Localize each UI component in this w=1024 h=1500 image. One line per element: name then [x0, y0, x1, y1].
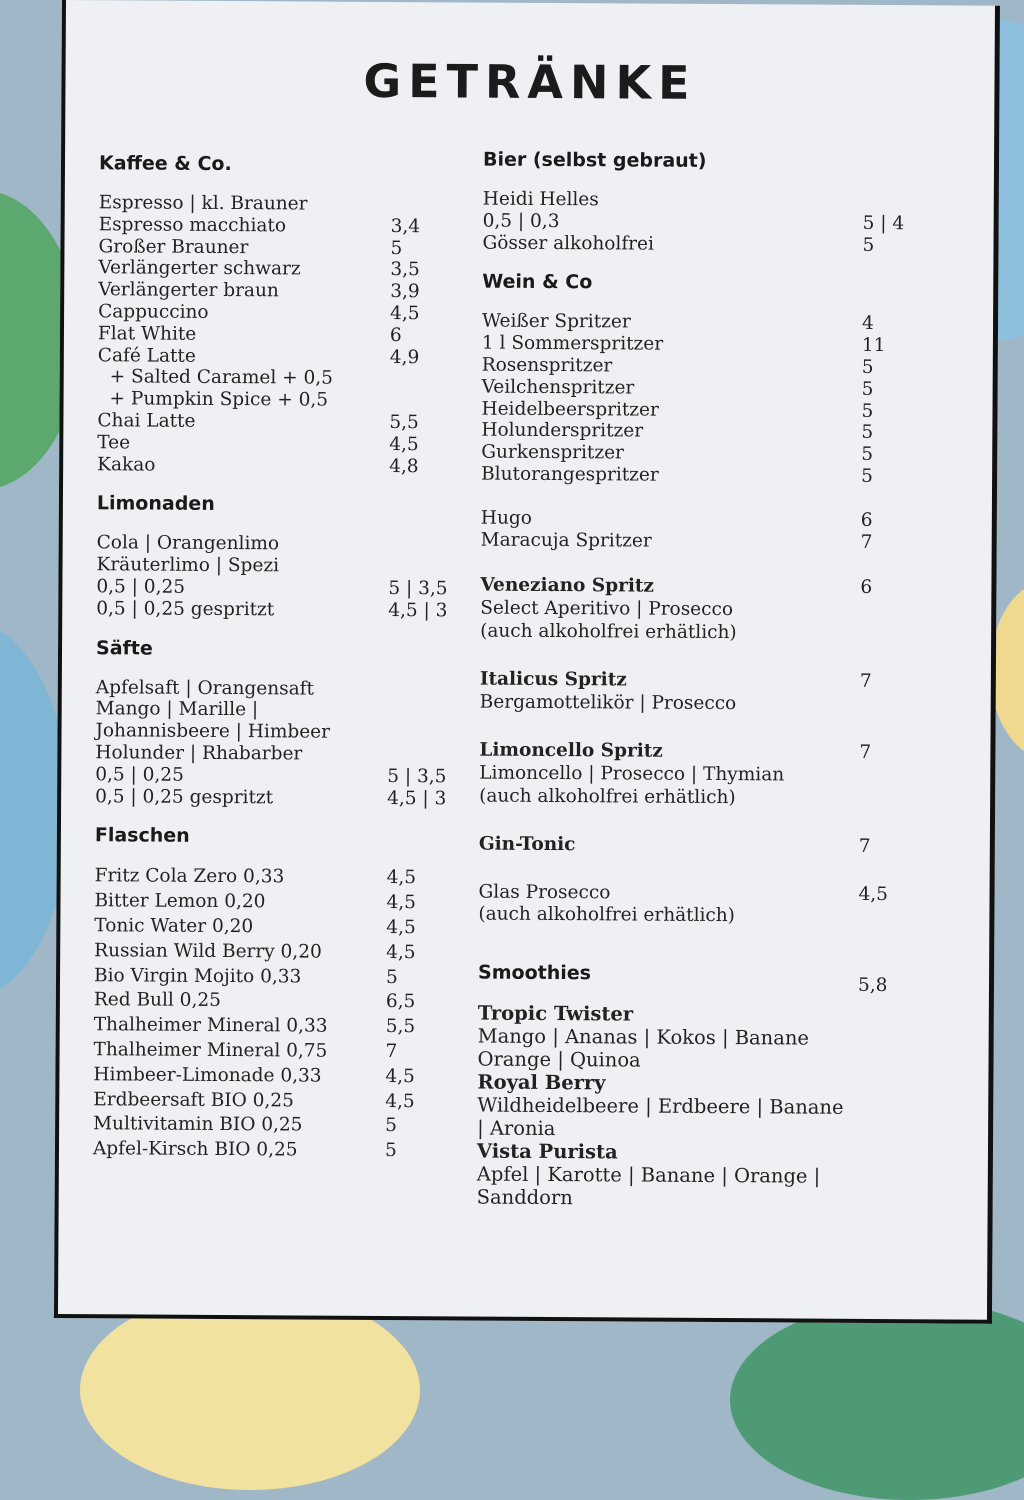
- item-name: Rosenspritzer: [482, 355, 862, 379]
- item-price: 6,5: [386, 990, 444, 1015]
- item-price: 7: [859, 742, 899, 764]
- item-name: Bio Virgin Mojito 0,33: [94, 964, 386, 991]
- menu-item: [93, 1113, 443, 1140]
- item-description: Select Aperitivo | Prosecco: [480, 597, 900, 623]
- item-name: Gurkenspritzer: [481, 442, 861, 466]
- menu-item: [96, 554, 446, 578]
- item-price: 5: [861, 444, 901, 466]
- item-description: Limoncello | Prosecco | Thymian: [479, 761, 899, 787]
- menu-item: [482, 232, 902, 256]
- item-price: 4,5: [386, 891, 444, 916]
- item-description: Orange | Quinoa: [477, 1048, 897, 1074]
- smoothie-item: [477, 1071, 897, 1143]
- right-column: [477, 149, 904, 1229]
- item-price: 4,5: [390, 303, 448, 325]
- item-name: Holunder | Rhabarber: [95, 742, 387, 766]
- menu-item: [95, 865, 445, 892]
- item-name: Weißer Spritzer: [482, 311, 862, 335]
- menu-item: [483, 210, 903, 234]
- menu-item: [98, 279, 448, 303]
- special-item: [480, 575, 900, 645]
- item-name: Glas Prosecco: [478, 881, 858, 905]
- item-name: Veilchenspritzer: [482, 376, 862, 400]
- item-name: 0,5 | 0,25: [96, 576, 388, 600]
- item-name: Cola | Orangenlimo: [97, 533, 389, 557]
- item-price: 6: [861, 510, 901, 532]
- item-price: 5: [861, 466, 901, 488]
- menu-item: [96, 598, 446, 622]
- menu-item: [98, 367, 448, 391]
- menu-item: [94, 914, 444, 941]
- menu-item: [97, 533, 447, 557]
- prosecco-item: [478, 881, 898, 928]
- item-name: Apfel-Kirsch BIO 0,25: [93, 1137, 385, 1164]
- item-price: 7: [859, 836, 899, 858]
- item-name: Kräuterlimo | Spezi: [96, 554, 388, 578]
- item-name: Fritz Cola Zero 0,33: [95, 865, 387, 892]
- section-kaffee: [97, 152, 449, 477]
- section-smoothies: [477, 962, 899, 1212]
- menu-item: [98, 258, 448, 282]
- menu-item: [483, 189, 903, 213]
- item-price: 4,5: [387, 866, 445, 891]
- section-saefte: [95, 637, 446, 810]
- item-price: 5: [385, 1114, 443, 1139]
- menu-item: [98, 345, 448, 369]
- item-name: Großer Brauner: [98, 236, 390, 260]
- item-list: [482, 189, 902, 257]
- item-price: 4,5 | 3: [387, 788, 445, 810]
- item-price: 5,5: [389, 412, 447, 434]
- item-list: [95, 677, 446, 810]
- item-description: Sanddorn: [477, 1186, 897, 1212]
- item-description: Apfel | Karotte | Banane | Orange |: [477, 1163, 897, 1189]
- item-name: + Pumpkin Spice + 0,5: [97, 388, 389, 412]
- item-name: Multivitamin BIO 0,25: [93, 1113, 385, 1140]
- item-description: (auch alkoholfrei erhätlich): [479, 784, 899, 810]
- item-name: Chai Latte: [97, 410, 389, 434]
- item-price: 4,9: [390, 347, 448, 369]
- item-description: Wildheidelbeere | Erdbeere | Banane: [477, 1094, 897, 1120]
- item-price: 5 | 4: [863, 213, 903, 235]
- item-price: 4,8: [389, 456, 447, 478]
- item-name: Holunderspritzer: [481, 420, 861, 444]
- special-item: [480, 669, 900, 716]
- section-title: Bier (selbst gebraut): [483, 149, 903, 174]
- item-price: 5: [385, 1139, 443, 1164]
- smoothies-price: 5,8: [858, 975, 898, 996]
- menu-item: [482, 355, 902, 379]
- item-name: 1 l Sommerspritzer: [482, 333, 862, 357]
- item-price: 5,5: [386, 1015, 444, 1040]
- smoothie-item: [477, 1002, 897, 1074]
- menu-item: [97, 410, 447, 434]
- menu-item: [94, 939, 444, 966]
- item-price: 4,5: [389, 434, 447, 456]
- section-bier: [482, 149, 903, 257]
- item-name: 0,5 | 0,25 gespritzt: [96, 598, 388, 622]
- item-name: Flat White: [98, 323, 390, 347]
- menu-sheet: [54, 0, 1000, 1324]
- item-name: Limoncello Spritz: [479, 740, 859, 764]
- smoothie-list: [477, 1002, 898, 1212]
- section-title: Kaffee & Co.: [99, 152, 449, 176]
- section-limonaden: [96, 493, 447, 622]
- item-description: Bergamottelikör | Prosecco: [480, 691, 900, 717]
- menu-item: [94, 1038, 444, 1065]
- menu-item: [94, 964, 444, 991]
- item-name: Gin-Tonic: [479, 833, 859, 857]
- item-price: 5: [862, 234, 902, 256]
- item-price: 7: [386, 1040, 444, 1065]
- item-price: 3,9: [390, 281, 448, 303]
- item-price: 4,5: [386, 941, 444, 966]
- item-name: Espresso | kl. Brauner: [99, 192, 391, 216]
- menu-item: [481, 442, 901, 466]
- item-price: 7: [861, 531, 901, 553]
- item-price: 4,5 | 3: [388, 600, 446, 622]
- item-price: 5: [390, 238, 448, 260]
- item-price: 5: [862, 379, 902, 401]
- menu-item: [94, 1013, 444, 1040]
- item-name: Café Latte: [98, 345, 390, 369]
- section-title: Wein & Co: [482, 271, 902, 296]
- item-list: [481, 311, 902, 488]
- item-name: + Salted Caramel + 0,5: [98, 367, 390, 391]
- menu-item: [94, 989, 444, 1016]
- menu-item: [481, 507, 901, 531]
- item-name: Russian Wild Berry 0,20: [94, 939, 386, 966]
- item-price: 4,5: [858, 883, 898, 905]
- item-description: Mango | Ananas | Kokos | Banane: [478, 1025, 898, 1051]
- item-name: Hugo: [481, 507, 861, 531]
- specials-list: [479, 575, 901, 858]
- menu-item: [98, 323, 448, 347]
- item-name: Kakao: [97, 454, 389, 478]
- item-price: 5 | 3,5: [388, 578, 446, 600]
- item-price: 4: [862, 313, 902, 335]
- item-name: Bitter Lemon 0,20: [94, 889, 386, 916]
- menu-item: [94, 889, 444, 916]
- item-price: 4,5: [385, 1089, 443, 1114]
- menu-item: [96, 677, 446, 701]
- item-name: 0,5 | 0,3: [483, 210, 863, 234]
- item-name: Royal Berry: [477, 1071, 897, 1097]
- menu-item: [96, 699, 446, 723]
- item-list: [481, 507, 901, 553]
- item-name: Mango | Marille |: [96, 699, 388, 723]
- menu-item: [481, 420, 901, 444]
- item-list: [93, 865, 445, 1165]
- menu-item: [93, 1137, 443, 1164]
- menu-item: [96, 576, 446, 600]
- menu-item: [481, 464, 901, 488]
- background-blob: [730, 1300, 1024, 1500]
- item-name: Heidelbeerspritzer: [481, 398, 861, 422]
- section-flaschen: [93, 825, 445, 1165]
- item-list: [96, 533, 447, 622]
- smoothie-item: [477, 1140, 897, 1212]
- menu-item: [95, 742, 445, 766]
- item-name: Verlängerter braun: [98, 279, 390, 303]
- menu-item: [482, 333, 902, 357]
- item-name: Heidi Helles: [483, 189, 863, 213]
- menu-item: [481, 398, 901, 422]
- item-name: Red Bull 0,25: [94, 989, 386, 1016]
- item-name: Thalheimer Mineral 0,33: [94, 1013, 386, 1040]
- menu-item: [482, 376, 902, 400]
- menu-title: GETRÄNKE: [65, 52, 994, 112]
- item-name: 0,5 | 0,25 gespritzt: [95, 786, 387, 810]
- menu-item: [99, 192, 449, 216]
- item-price: 5: [386, 966, 444, 991]
- menu-item: [97, 388, 447, 412]
- item-name: Johannisbeere | Himbeer: [95, 720, 387, 744]
- item-note: (auch alkoholfrei erhätlich): [478, 903, 898, 929]
- item-description: | Aronia: [477, 1117, 897, 1143]
- item-price: 4,5: [386, 916, 444, 941]
- background-blob: [80, 1290, 420, 1490]
- item-price: 3,4: [391, 216, 449, 238]
- item-price: 11: [862, 335, 902, 357]
- item-name: Tonic Water 0,20: [94, 914, 386, 941]
- menu-item: [481, 529, 901, 553]
- menu-item: [95, 786, 445, 810]
- item-description: (auch alkoholfrei erhätlich): [480, 620, 900, 646]
- item-name: Maracuja Spritzer: [481, 529, 861, 553]
- item-price: 5 | 3,5: [387, 766, 445, 788]
- item-name: Tropic Twister: [478, 1002, 898, 1028]
- item-price: 3,5: [390, 259, 448, 281]
- item-name: Cappuccino: [98, 301, 390, 325]
- menu-item: [95, 764, 445, 788]
- menu-item: [482, 311, 902, 335]
- item-name: Vista Purista: [477, 1140, 897, 1166]
- section-wein: [481, 271, 903, 554]
- item-list: [97, 192, 449, 477]
- item-price: 5: [861, 400, 901, 422]
- item-name: Erdbeersaft BIO 0,25: [93, 1088, 385, 1115]
- item-price: 5: [862, 357, 902, 379]
- section-title: Limonaden: [97, 493, 447, 517]
- item-name: Apfelsaft | Orangensaft: [96, 677, 388, 701]
- item-price: 7: [860, 671, 900, 693]
- special-item: [479, 833, 899, 857]
- item-name: Thalheimer Mineral 0,75: [94, 1038, 386, 1065]
- section-title: Flaschen: [95, 825, 445, 849]
- menu-item: [97, 432, 447, 456]
- item-name: Blutorangespritzer: [481, 464, 861, 488]
- menu-item: [93, 1063, 443, 1090]
- item-name: Gösser alkoholfrei: [482, 232, 862, 256]
- spacer: [481, 485, 901, 510]
- item-name: Veneziano Spritz: [480, 575, 860, 599]
- menu-item: [98, 301, 448, 325]
- item-price: 4,5: [385, 1065, 443, 1090]
- menu-item: [98, 236, 448, 260]
- left-column: [93, 152, 449, 1181]
- item-price: 6: [860, 577, 900, 599]
- item-name: Espresso macchiato: [99, 214, 391, 238]
- item-price: 6: [390, 325, 448, 347]
- item-name: Tee: [97, 432, 389, 456]
- menu-item: [95, 720, 445, 744]
- special-item: [479, 740, 899, 810]
- section-title: Säfte: [96, 637, 446, 661]
- item-name: Himbeer-Limonade 0,33: [93, 1063, 385, 1090]
- item-name: Italicus Spritz: [480, 669, 860, 693]
- item-name: Verlängerter schwarz: [98, 258, 390, 282]
- menu-item: [93, 1088, 443, 1115]
- menu-item: [97, 454, 447, 478]
- section-title: Smoothies: [478, 962, 858, 986]
- item-name: 0,5 | 0,25: [95, 764, 387, 788]
- menu-item: [99, 214, 449, 238]
- item-price: 5: [861, 422, 901, 444]
